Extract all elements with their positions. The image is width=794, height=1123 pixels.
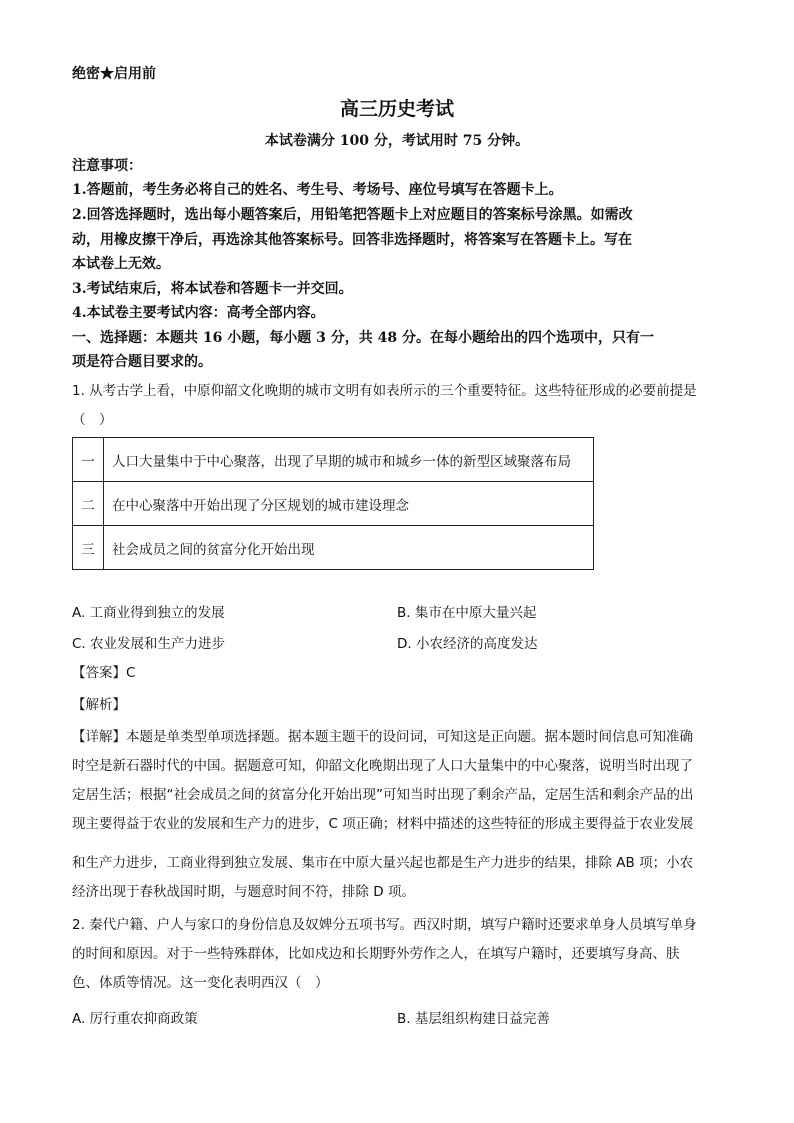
notes-line: 本试卷上无效。 xyxy=(72,256,170,272)
q1-detail-line: 现主要得益于农业的发展和生产力的进步，C 项正确；材料中描述的这些特征的形成主要得益于农业发展 xyxy=(72,816,694,832)
q1-option-a: A. 工商业得到独立的发展 xyxy=(72,605,225,621)
section-heading: 项是符合题目要求的。 xyxy=(72,354,212,370)
q2-option-b: B. 基层组织构建日益完善 xyxy=(397,1011,550,1027)
table-row xyxy=(73,526,594,570)
notes-line: 1.答题前，考生务必将自己的姓名、考生号、考场号、座位号填写在答题卡上。 xyxy=(72,182,563,198)
q1-option-c: C. 农业发展和生产力进步 xyxy=(72,636,226,652)
table-cell-text: 人口大量集中于中心聚落，出现了早期的城市和城乡一体的新型区域聚落布局 xyxy=(104,438,594,482)
table-row xyxy=(73,482,594,526)
q1-stem: 1. 从考古学上看，中原仰韶文化晚期的城市文明有如表所示的三个重要特征。这些特征形成的必要前提是 xyxy=(72,383,697,399)
exam-info: 本试卷满分 100 分，考试用时 75 分钟。 xyxy=(264,133,530,149)
q1-detail-line: 【详解】本题是单类型单项选择题。据本题主题干的设问词，可知这是正向题。据本题时间信息可知准确 xyxy=(72,729,693,745)
q1-option-b: B. 集市在中原大量兴起 xyxy=(397,605,537,621)
notes-heading: 注意事项： xyxy=(72,158,142,174)
q1-table xyxy=(72,437,594,570)
table-cell-num: 二 xyxy=(73,482,104,526)
table-cell-text: 社会成员之间的贫富分化开始出现 xyxy=(104,526,594,570)
table-cell-text: 在中心聚落中开始出现了分区规划的城市建设理念 xyxy=(104,482,594,526)
q2-stem: 色、体质等情况。这一变化表明西汉（ ） xyxy=(72,975,329,991)
table-cell-num: 一 xyxy=(73,438,104,482)
page-title: 高三历史考试 xyxy=(339,98,454,120)
notes-line: 3.考试结束后，将本试卷和答题卡一并交回。 xyxy=(72,281,353,297)
q1-detail-line: 和生产力进步，工商业得到独立发展、集市在中原大量兴起也都是生产力进步的结果，排除 AB 项；小农 xyxy=(72,855,694,871)
q1-detail-line: 定居生活；根据“社会成员之间的贫富分化开始出现”可知当时出现了剩余产品，定居生活和剩余产品的出 xyxy=(72,787,694,803)
q1-answer: 【答案】C xyxy=(72,665,136,681)
table-row xyxy=(73,438,594,482)
q2-option-a: A. 厉行重农抑商政策 xyxy=(72,1011,198,1027)
secret-label: 绝密★启用前 xyxy=(72,66,156,82)
notes-line: 4.本试卷主要考试内容：高考全部内容。 xyxy=(72,305,325,321)
q2-stem: 2. 秦代户籍、户人与家口的身份信息及奴婢分五项书写。西汉时期，填写户籍时还要求单身人员填写单身 xyxy=(72,917,697,933)
q1-option-d: D. 小农经济的高度发达 xyxy=(397,636,538,652)
notes-line: 动，用橡皮擦干净后，再选涂其他答案标号。回答非选择题时，将答案写在答题卡上。写在 xyxy=(72,232,632,248)
notes-line: 2.回答选择题时，选出每小题答案后，用铅笔把答题卡上对应题目的答案标号涂黑。如需改 xyxy=(72,207,633,223)
q1-analysis-label: 【解析】 xyxy=(72,697,126,713)
q1-stem: （ ） xyxy=(72,412,113,428)
table-cell-num: 三 xyxy=(73,526,104,570)
q1-detail-line: 经济出现于春秋战国时期，与题意时间不符，排除 D 项。 xyxy=(72,884,415,900)
q1-detail-line: 时空是新石器时代的中国。据题意可知，仰韶文化晚期出现了人口大量集中的中心聚落，说明当时出现了 xyxy=(72,758,693,774)
q2-stem: 的时间和原因。对于一些特殊群体，比如戍边和长期野外劳作之人，在填写户籍时，还要填写身高、肤 xyxy=(72,946,680,962)
section-heading: 一、选择题：本题共 16 小题，每小题 3 分，共 48 分。在每小题给出的四个选项中，只有一 xyxy=(72,330,654,346)
